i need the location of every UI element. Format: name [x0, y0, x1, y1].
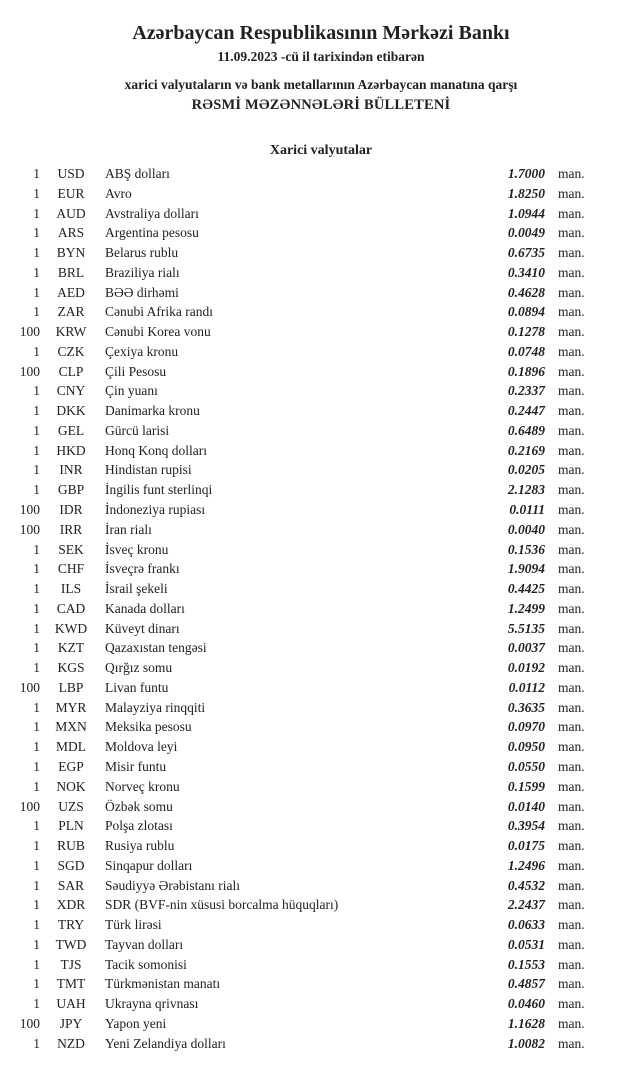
rate-row	[0, 263, 620, 283]
rate-row	[0, 381, 620, 401]
rates-table	[0, 164, 620, 1053]
unit-label: man.	[558, 758, 585, 774]
rate-value: 0.0111	[509, 502, 545, 518]
currency-code: CHF	[57, 561, 85, 577]
rate-row	[0, 797, 620, 817]
nominal-value: 1	[33, 838, 40, 854]
nominal-value: 1	[33, 699, 40, 715]
currency-code: KWD	[54, 620, 88, 636]
rate-row	[0, 876, 620, 896]
unit-label: man.	[558, 403, 585, 419]
rate-value: 0.0531	[507, 936, 545, 952]
unit-label: man.	[558, 205, 585, 221]
currency-code: BRL	[57, 264, 85, 280]
rate-row	[0, 322, 620, 342]
rate-row	[0, 638, 620, 658]
rate-value: 1.2499	[507, 600, 545, 616]
nominal-value: 1	[33, 640, 40, 656]
rate-value: 1.7000	[507, 166, 545, 181]
rate-value: 0.0460	[507, 996, 545, 1012]
unit-label: man.	[558, 422, 585, 438]
rate-value: 0.0037	[507, 640, 545, 656]
unit-label: man.	[558, 600, 585, 616]
rate-row	[0, 500, 620, 520]
unit-label: man.	[558, 1015, 585, 1031]
unit-label: man.	[558, 719, 585, 735]
rate-row	[0, 243, 620, 263]
rate-value: 0.6489	[507, 422, 545, 438]
currency-name: Kanada dolları	[105, 600, 185, 616]
nominal-value: 1	[33, 343, 40, 359]
unit-label: man.	[558, 640, 585, 656]
currency-code: IRR	[59, 521, 83, 537]
nominal-value: 1	[33, 166, 40, 181]
nominal-value: 1	[33, 758, 40, 774]
currency-name: Argentina pesosu	[105, 225, 199, 241]
currency-name: BƏƏ dirhəmi	[105, 284, 179, 300]
currency-name: Cənubi Afrika randı	[105, 304, 213, 320]
rate-value: 0.1278	[507, 324, 545, 340]
unit-label: man.	[558, 739, 585, 755]
rate-value: 0.0633	[507, 917, 545, 933]
currency-name: İndoneziya rupiası	[105, 502, 206, 518]
currency-name: Braziliya rialı	[105, 264, 180, 280]
unit-label: man.	[558, 897, 585, 913]
rate-value: 1.1628	[507, 1015, 545, 1031]
nominal-value: 1	[33, 205, 40, 221]
currency-name: Avstraliya dolları	[105, 205, 199, 221]
rate-row	[0, 441, 620, 461]
rate-row	[0, 757, 620, 777]
currency-code: CZK	[57, 343, 85, 359]
rate-row	[0, 559, 620, 579]
nominal-value: 100	[19, 679, 40, 695]
nominal-value: 100	[19, 1015, 40, 1031]
section-title-foreign-currencies: Xarici valyutalar	[269, 143, 373, 158]
rate-value: 0.1599	[507, 778, 545, 794]
rate-value: 2.1283	[507, 482, 545, 498]
unit-label: man.	[558, 541, 585, 557]
currency-name: Avro	[105, 185, 132, 201]
nominal-value: 1	[33, 225, 40, 241]
currency-name: Yapon yeni	[105, 1015, 167, 1031]
currency-code: ARS	[57, 225, 85, 241]
currency-name: Danimarka kronu	[105, 403, 200, 419]
bulletin-header	[0, 22, 620, 114]
rate-value: 0.2169	[507, 442, 545, 458]
unit-label: man.	[558, 818, 585, 834]
nominal-value: 1	[33, 620, 40, 636]
currency-name: Çili Pesosu	[105, 363, 167, 379]
unit-label: man.	[558, 838, 585, 854]
unit-label: man.	[558, 976, 585, 992]
currency-code: IDR	[59, 502, 83, 518]
currency-code: XDR	[56, 897, 86, 913]
nominal-value: 100	[19, 363, 40, 379]
currency-code: SAR	[57, 877, 85, 893]
rate-row	[0, 421, 620, 441]
currency-code: UAH	[56, 996, 86, 1012]
rate-value: 0.0040	[507, 521, 545, 537]
rate-value: 0.0894	[507, 304, 545, 320]
currency-name: Rusiya rublu	[105, 838, 175, 854]
rate-value: 0.0192	[507, 660, 545, 676]
unit-label: man.	[558, 857, 585, 873]
currency-name: İsveç kronu	[105, 541, 169, 557]
nominal-value: 100	[19, 324, 40, 340]
currency-code: MXN	[55, 719, 87, 735]
nominal-value: 1	[33, 304, 40, 320]
rate-value: 0.0550	[507, 758, 545, 774]
rate-row	[0, 480, 620, 500]
unit-label: man.	[558, 620, 585, 636]
nominal-value: 100	[19, 798, 40, 814]
rate-value: 0.1896	[507, 363, 545, 379]
currency-code: PLN	[58, 818, 84, 834]
nominal-value: 1	[33, 660, 40, 676]
nominal-value: 1	[33, 996, 40, 1012]
unit-label: man.	[558, 1035, 585, 1051]
rate-value: 0.0748	[507, 343, 545, 359]
currency-code: CNY	[56, 383, 86, 399]
currency-code: LBP	[58, 679, 84, 695]
currency-name: Belarus rublu	[105, 245, 179, 261]
currency-name: Tacik somonisi	[105, 956, 187, 972]
unit-label: man.	[558, 581, 585, 597]
currency-name: İsrail şekeli	[105, 581, 168, 597]
nominal-value: 1	[33, 956, 40, 972]
nominal-value: 1	[33, 877, 40, 893]
currency-name: Malayziya rinqqiti	[105, 699, 206, 715]
rate-row	[0, 777, 620, 797]
currency-code: SEK	[58, 541, 84, 557]
rate-value: 0.3635	[507, 699, 545, 715]
unit-label: man.	[558, 521, 585, 537]
currency-code: DKK	[56, 403, 86, 419]
currency-name: Cənubi Korea vonu	[105, 324, 211, 340]
rate-row	[0, 283, 620, 303]
unit-label: man.	[558, 245, 585, 261]
currency-name: Misir funtu	[105, 758, 167, 774]
currency-code: TWD	[55, 936, 87, 952]
unit-label: man.	[558, 561, 585, 577]
rate-row	[0, 401, 620, 421]
rate-row	[0, 362, 620, 382]
currency-name: SDR (BVF-nin xüsusi borcalma hüquqları)	[105, 897, 339, 913]
currency-name: Özbək somu	[105, 798, 173, 814]
currency-name: Gürcü larisi	[105, 422, 170, 438]
rate-value: 0.3410	[507, 264, 545, 280]
nominal-value: 1	[33, 264, 40, 280]
rate-row	[0, 678, 620, 698]
unit-label: man.	[558, 304, 585, 320]
bulletin-subtitle: xarici valyutaların və bank metallarının Azərbaycan manatına qarşı	[124, 77, 518, 92]
rate-value: 0.4857	[507, 976, 545, 992]
rate-value: 1.2496	[507, 857, 545, 873]
page-title: Azərbaycan Respublikasının Mərkəzi Bankı	[132, 22, 510, 44]
currency-name: Qırğız somu	[105, 660, 173, 676]
nominal-value: 1	[33, 462, 40, 478]
unit-label: man.	[558, 877, 585, 893]
unit-label: man.	[558, 264, 585, 280]
currency-code: MDL	[56, 739, 86, 755]
currency-name: Meksika pesosu	[105, 719, 192, 735]
currency-name: Ukrayna qrivnası	[105, 996, 199, 1012]
rate-value: 0.4628	[507, 284, 545, 300]
rate-value: 0.2337	[507, 383, 545, 399]
currency-code: NZD	[57, 1035, 85, 1051]
currency-code: KGS	[57, 660, 85, 676]
unit-label: man.	[558, 956, 585, 972]
unit-label: man.	[558, 502, 585, 518]
currency-name: Çexiya kronu	[105, 343, 179, 359]
unit-label: man.	[558, 660, 585, 676]
currency-code: ILS	[60, 581, 82, 597]
unit-label: man.	[558, 324, 585, 340]
currency-name: İsveçrə frankı	[105, 561, 180, 577]
rate-row	[0, 223, 620, 243]
bulletin-title: RƏSMİ MƏZƏNNƏLƏRİ BÜLLETENİ	[191, 97, 451, 113]
unit-label: man.	[558, 798, 585, 814]
currency-name: Honq Konq dolları	[105, 442, 207, 458]
nominal-value: 1	[33, 422, 40, 438]
nominal-value: 100	[19, 502, 40, 518]
rate-value: 0.3954	[507, 818, 545, 834]
rate-row	[0, 698, 620, 718]
unit-label: man.	[558, 185, 585, 201]
currency-name: Polşa zlotası	[105, 818, 173, 834]
currency-code: BYN	[56, 245, 86, 261]
rate-value: 5.5135	[507, 620, 545, 636]
currency-code: MYR	[55, 699, 87, 715]
rate-row	[0, 342, 620, 362]
currency-name: Norveç kronu	[105, 778, 180, 794]
effective-date-line: 11.09.2023 -cü il tarixindən etibarən	[217, 49, 425, 64]
unit-label: man.	[558, 225, 585, 241]
currency-code: UZS	[58, 798, 84, 814]
rate-value: 0.0970	[507, 719, 545, 735]
nominal-value: 1	[33, 442, 40, 458]
rate-row	[0, 717, 620, 737]
unit-label: man.	[558, 996, 585, 1012]
rate-row	[0, 856, 620, 876]
currency-name: Qazaxıstan tengəsi	[105, 640, 207, 656]
nominal-value: 1	[33, 778, 40, 794]
nominal-value: 1	[33, 857, 40, 873]
nominal-value: 1	[33, 1035, 40, 1051]
currency-code: AED	[57, 284, 85, 300]
rate-row	[0, 579, 620, 599]
nominal-value: 1	[33, 403, 40, 419]
currency-code: JPY	[59, 1015, 83, 1031]
currency-code: TRY	[57, 917, 85, 933]
rate-value: 0.0205	[507, 462, 545, 478]
rate-row	[0, 935, 620, 955]
currency-code: AUD	[56, 205, 86, 221]
nominal-value: 1	[33, 185, 40, 201]
unit-label: man.	[558, 679, 585, 695]
unit-label: man.	[558, 778, 585, 794]
rate-row	[0, 737, 620, 757]
currency-code: TJS	[60, 956, 82, 972]
unit-label: man.	[558, 383, 585, 399]
unit-label: man.	[558, 363, 585, 379]
rate-value: 0.0140	[507, 798, 545, 814]
unit-label: man.	[558, 284, 585, 300]
rate-row	[0, 204, 620, 224]
currency-code: KRW	[55, 324, 87, 340]
nominal-value: 1	[33, 600, 40, 616]
rate-row	[0, 816, 620, 836]
nominal-value: 1	[33, 245, 40, 261]
rate-value: 1.8250	[507, 185, 545, 201]
rate-row	[0, 658, 620, 678]
rate-value: 0.1553	[507, 956, 545, 972]
nominal-value: 100	[19, 521, 40, 537]
rate-row	[0, 540, 620, 560]
rate-value: 1.0082	[507, 1035, 545, 1051]
currency-name: İngilis funt sterlinqi	[105, 482, 213, 498]
rate-row	[0, 974, 620, 994]
currency-name: Türk lirəsi	[105, 917, 162, 933]
rate-value: 0.4425	[507, 581, 545, 597]
currency-code: SGD	[57, 857, 85, 873]
rate-value: 0.0175	[507, 838, 545, 854]
currency-code: ZAR	[57, 304, 85, 320]
currency-name: Hindistan rupisi	[105, 462, 192, 478]
rate-value: 2.2437	[507, 897, 545, 913]
rate-value: 1.0944	[507, 205, 545, 221]
rate-value: 0.0112	[508, 679, 545, 695]
currency-code: TMT	[56, 976, 86, 992]
rate-row	[0, 520, 620, 540]
currency-code: CAD	[56, 600, 86, 616]
currency-code: USD	[57, 166, 85, 181]
currency-name: Yeni Zelandiya dolları	[105, 1035, 226, 1051]
currency-name: Səudiyyə Ərəbistanı rialı	[105, 877, 240, 893]
unit-label: man.	[558, 442, 585, 458]
rate-value: 0.2447	[507, 403, 545, 419]
rate-row	[0, 955, 620, 975]
currency-code: CLP	[58, 363, 84, 379]
currency-code: KZT	[57, 640, 85, 656]
currency-name: İran rialı	[105, 521, 152, 537]
rate-row	[0, 1034, 620, 1054]
currency-code: GEL	[57, 422, 85, 438]
rate-row	[0, 895, 620, 915]
rate-row	[0, 915, 620, 935]
currency-name: Sinqapur dolları	[105, 857, 193, 873]
nominal-value: 1	[33, 917, 40, 933]
currency-code: RUB	[57, 838, 85, 854]
currency-name: ABŞ dolları	[105, 166, 170, 181]
unit-label: man.	[558, 482, 585, 498]
nominal-value: 1	[33, 976, 40, 992]
rate-value: 0.0950	[507, 739, 545, 755]
currency-name: Türkmənistan manatı	[105, 976, 221, 992]
rate-value: 0.6735	[507, 245, 545, 261]
rate-value: 0.4532	[507, 877, 545, 893]
nominal-value: 1	[33, 581, 40, 597]
currency-code: GBP	[57, 482, 85, 498]
currency-name: Moldova leyi	[105, 739, 178, 755]
rate-row	[0, 994, 620, 1014]
nominal-value: 1	[33, 897, 40, 913]
rate-row	[0, 164, 620, 184]
nominal-value: 1	[33, 936, 40, 952]
unit-label: man.	[558, 917, 585, 933]
currency-name: Tayvan dolları	[105, 936, 184, 952]
unit-label: man.	[558, 462, 585, 478]
nominal-value: 1	[33, 482, 40, 498]
unit-label: man.	[558, 699, 585, 715]
currency-name: Küveyt dinarı	[105, 620, 180, 636]
rate-row	[0, 460, 620, 480]
rate-row	[0, 1014, 620, 1034]
unit-label: man.	[558, 343, 585, 359]
unit-label: man.	[558, 166, 585, 181]
currency-code: HKD	[56, 442, 86, 458]
unit-label: man.	[558, 936, 585, 952]
currency-code: NOK	[56, 778, 86, 794]
nominal-value: 1	[33, 561, 40, 577]
rate-row	[0, 619, 620, 639]
currency-code: EUR	[57, 185, 85, 201]
currency-code: INR	[59, 462, 83, 478]
nominal-value: 1	[33, 284, 40, 300]
nominal-value: 1	[33, 719, 40, 735]
rate-row	[0, 184, 620, 204]
rate-row	[0, 836, 620, 856]
currency-name: Çin yuanı	[105, 383, 158, 399]
currency-code: EGP	[58, 758, 84, 774]
nominal-value: 1	[33, 739, 40, 755]
rate-row	[0, 599, 620, 619]
currency-name: Livan funtu	[105, 679, 169, 695]
rate-value: 0.0049	[507, 225, 545, 241]
rate-value: 1.9094	[507, 561, 545, 577]
rate-row	[0, 302, 620, 322]
nominal-value: 1	[33, 383, 40, 399]
nominal-value: 1	[33, 818, 40, 834]
rate-value: 0.1536	[507, 541, 545, 557]
nominal-value: 1	[33, 541, 40, 557]
